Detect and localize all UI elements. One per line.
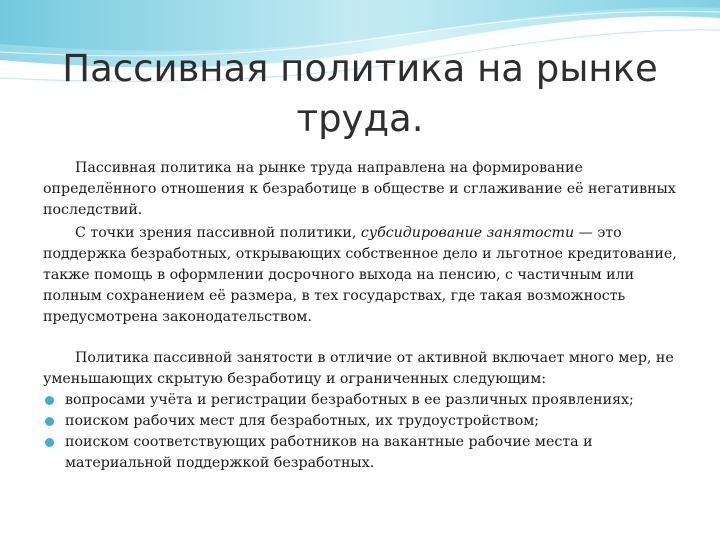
bullet-dot-icon bbox=[45, 438, 54, 447]
spacer bbox=[43, 328, 683, 348]
slide-body bbox=[43, 158, 683, 474]
bullet-dot-icon bbox=[45, 396, 54, 405]
bullet-list bbox=[43, 390, 683, 474]
paragraph-2-emphasis: субсидирование занятости bbox=[360, 225, 575, 241]
title-line-2: труда. bbox=[296, 97, 424, 140]
paragraph-2-start: С точки зрения пассивной политики, bbox=[75, 225, 361, 241]
list-item bbox=[43, 390, 683, 411]
paragraph-2 bbox=[43, 223, 683, 328]
list-item-text: поиском соответствующих работников на вакантные рабочие места и материальной поддержкой безработных. bbox=[65, 434, 593, 471]
slide-title bbox=[0, 44, 720, 144]
list-item bbox=[43, 432, 683, 474]
title-line-1: Пассивная политика на рынке bbox=[62, 47, 658, 90]
bullet-dot-icon bbox=[45, 417, 54, 426]
list-item bbox=[43, 411, 683, 432]
paragraph-1: Пассивная политика на рынке труда направлена на формирование определённого отношения к безработице в обществе и сглаживание её негативных последствий. bbox=[43, 160, 676, 218]
list-item-text: вопросами учёта и регистрации безработных в ее различных проявлениях; bbox=[65, 392, 634, 408]
paragraph-3: Политика пассивной занятости в отличие от активной включает много мер, не уменьшающих скрытую безработицу и ограниченных следующим: bbox=[43, 350, 674, 387]
paragraph-2-end: — это поддержка безработных, открывающих собственное дело и льготное кредитование, также помощь в оформлении досрочного выхода на пенсию, с частичным или полным сохранением её размера, в тех государствах, где такая возможность предусмотрена законодательством. bbox=[43, 225, 677, 325]
list-item-text: поиском рабочих мест для безработных, их трудоустройством; bbox=[65, 413, 540, 429]
